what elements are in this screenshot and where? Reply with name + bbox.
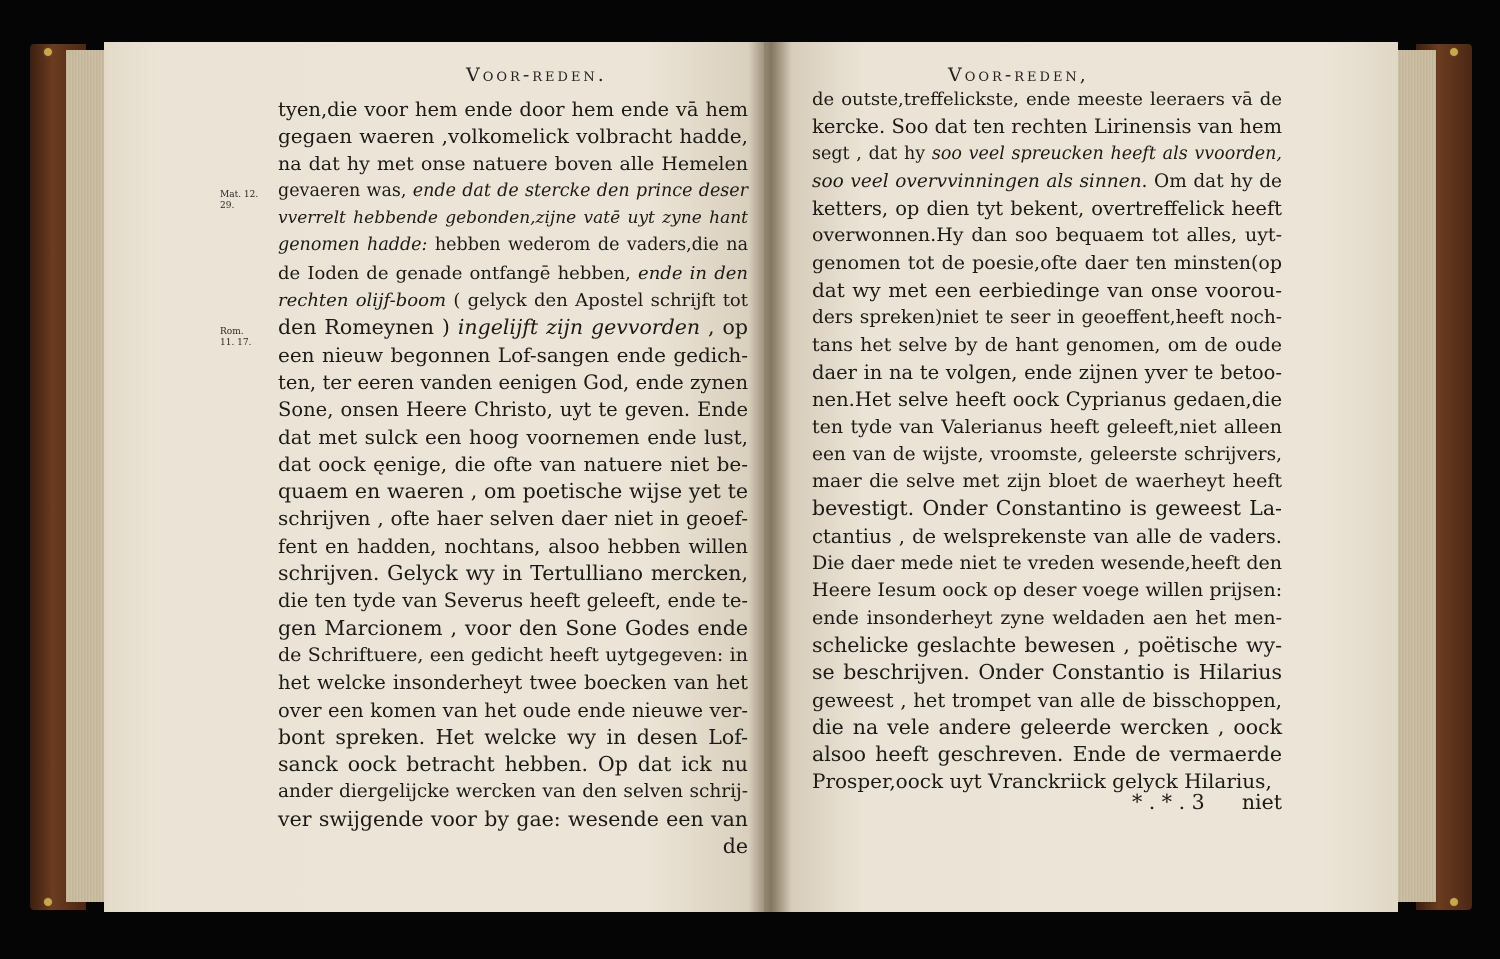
text-line: schrijven. Gelyck wy in Tertulliano mercken, bbox=[278, 561, 748, 586]
text-line: Sone, onsen Heere Christo, uyt te geven. Ende bbox=[278, 398, 748, 422]
right-page-text bbox=[812, 86, 1282, 796]
italic-quotation: ende dat de stercke den prince deser bbox=[412, 180, 748, 201]
text-segment: . Om dat hy de bbox=[1141, 170, 1282, 192]
text-line: een nieuw begonnen Lof-sangen ende gedich- bbox=[278, 342, 748, 367]
gilt-corner-ornament bbox=[44, 48, 52, 56]
text-segment: den Romeynen ) bbox=[278, 315, 458, 340]
text-line: gegaen waeren ,volkomelick volbracht hadde, bbox=[278, 124, 748, 149]
italic-quotation: vverrelt hebbende gebonden,zijne vatē uyt zyne hant bbox=[278, 208, 748, 229]
text-segment: ( gelyck den Apostel schrijft tot bbox=[446, 290, 748, 312]
text-line: ders spreken)niet te seer in geoeffent,heeft noch- bbox=[812, 307, 1282, 329]
text-line: maer die selve met zijn bloet de waerheyt heeft bbox=[812, 470, 1282, 493]
left-page bbox=[104, 42, 778, 912]
text-line: de Schriftuere, een gedicht heeft uytgegeven: in bbox=[278, 643, 748, 666]
running-head-right: Voor-reden, bbox=[948, 64, 1089, 86]
gilt-corner-ornament bbox=[44, 898, 52, 906]
italic-quotation: ende in den bbox=[638, 262, 748, 284]
text-line: schelicke geslachte bewesen , poëtische wy- bbox=[812, 632, 1282, 657]
text-line: dat oock ęenige, die ofte van natuere niet be- bbox=[278, 451, 748, 476]
text-line: het welcke insonderheyt twee boecken van het bbox=[278, 671, 748, 695]
text-line: ander diergelijcke wercken van den selven schrij- bbox=[278, 781, 748, 803]
text-line: overwonnen.Hy dan soo bequaem tot alles, uyt- bbox=[812, 224, 1282, 247]
margin-note-matthew: Mat. 12. 29. bbox=[220, 190, 259, 211]
text-line: ende insonderheyt zyne weldaden aen het men- bbox=[812, 606, 1282, 629]
text-line: ten, ter eeren vanden eenigen God, ende zynen bbox=[278, 370, 748, 394]
text-line: genomen tot de poesie,ofte daer ten minsten(op bbox=[812, 251, 1282, 274]
text-line bbox=[278, 178, 748, 205]
text-line: ketters, op dien tyt bekent, overtreffelick heeft bbox=[812, 197, 1282, 221]
text-line: schrijven , ofte haer selven daer niet in geoef- bbox=[278, 506, 748, 531]
text-line: die ten tyde van Severus heeft geleeft, ende te- bbox=[278, 589, 748, 613]
text-line: de outste,treffelickste, ende meeste leeraers vā de bbox=[812, 89, 1282, 110]
text-line: tans het selve by de hant genomen, om de oude bbox=[812, 333, 1282, 356]
text-line: ver swijgende voor by gae: wesende een van bbox=[278, 806, 748, 831]
text-line: Heere Iesum oock op deser voege willen prijsen: bbox=[812, 579, 1283, 602]
text-line: daer in na te volgen, ende zijnen yver te betoo- bbox=[812, 360, 1282, 384]
italic-quotation: genomen hadde: bbox=[278, 235, 428, 256]
text-line bbox=[812, 141, 1282, 168]
text-segment: , op bbox=[700, 315, 748, 340]
text-line: de bbox=[722, 834, 748, 859]
open-book bbox=[30, 38, 1472, 916]
italic-quotation: soo veel spreucken heeft als vvoorden, bbox=[931, 143, 1282, 164]
text-line: Prosper,oock uyt Vranckriick gelyck Hilarius, bbox=[812, 769, 1272, 794]
text-line: dat met sulck een hoog voornemen ende lust, bbox=[278, 424, 748, 449]
text-line: tyen,die voor hem ende door hem ende vā hem bbox=[278, 98, 748, 121]
text-segment: gevaeren was, bbox=[278, 180, 413, 201]
italic-quotation: soo veel overvvinningen als sinnen bbox=[812, 170, 1142, 192]
text-line: alsoo heeft geschreven. Ende de vermaerde bbox=[812, 742, 1282, 767]
text-line bbox=[278, 260, 748, 287]
text-line: bont spreken. Het welcke wy in desen Lof- bbox=[278, 724, 748, 749]
margin-note-romans: Rom. 11. 17. bbox=[220, 327, 252, 348]
text-line: nen.Het selve heeft oock Cyprianus gedaen,die bbox=[812, 388, 1282, 412]
text-line bbox=[278, 205, 748, 232]
text-line: dat wy met een eerbiedinge van onse voorou- bbox=[812, 278, 1282, 303]
text-line: die na vele andere geleerde wercken , oock bbox=[812, 714, 1282, 739]
catchword: niet bbox=[1241, 790, 1282, 814]
right-page bbox=[764, 42, 1398, 912]
left-page-text bbox=[278, 96, 748, 860]
text-line: bevestigt. Onder Constantino is geweest La- bbox=[812, 496, 1282, 521]
text-line: gen Marcionem , voor den Sone Godes ende bbox=[278, 615, 748, 640]
text-line: quaem en waeren , om poetische wijse yet te bbox=[278, 479, 748, 504]
text-line: se beschrijven. Onder Constantio is Hilarius bbox=[812, 660, 1282, 685]
italic-quotation: ingelijft zijn gevvorden bbox=[457, 315, 701, 340]
text-line bbox=[278, 232, 748, 259]
text-segment: hebben wederom de vaders,die na bbox=[427, 235, 748, 256]
text-line bbox=[278, 314, 748, 341]
signature-line bbox=[812, 789, 1282, 816]
text-line: een van de wijste, vroomste, geleerste schrijvers, bbox=[812, 443, 1282, 465]
text-line: na dat hy met onse natuere boven alle Hemelen bbox=[278, 152, 748, 175]
text-line: geweest , het trompet van alle de bisschoppen, bbox=[812, 688, 1282, 712]
text-line: Die daer mede niet te vreden wesende,heeft den bbox=[812, 552, 1282, 575]
text-line: kercke. Soo dat ten rechten Lirinensis van hem bbox=[812, 115, 1282, 139]
signature-mark: * . * . 3 bbox=[1132, 790, 1205, 814]
text-line: ten tyde van Valerianus heeft geleeft,niet alleen bbox=[812, 415, 1282, 438]
text-line: fent en hadden, nochtans, alsoo hebben willen bbox=[278, 534, 748, 558]
text-segment: segt , dat hy bbox=[812, 143, 932, 164]
italic-quotation: rechten olijf-boom bbox=[278, 290, 447, 312]
gilt-corner-ornament bbox=[1450, 48, 1458, 56]
running-head-left: Voor-reden. bbox=[466, 64, 607, 86]
text-line bbox=[278, 287, 748, 314]
text-segment: de Ioden de genade ontfangē hebben, bbox=[278, 262, 639, 284]
text-line: ctantius , de welsprekenste van alle de vaders. bbox=[812, 524, 1282, 548]
text-line: sanck oock betracht hebben. Op dat ick nu bbox=[278, 752, 748, 777]
text-line bbox=[812, 168, 1282, 195]
text-line: over een komen van het oude ende nieuwe ver- bbox=[278, 698, 748, 722]
gilt-corner-ornament bbox=[1450, 898, 1458, 906]
